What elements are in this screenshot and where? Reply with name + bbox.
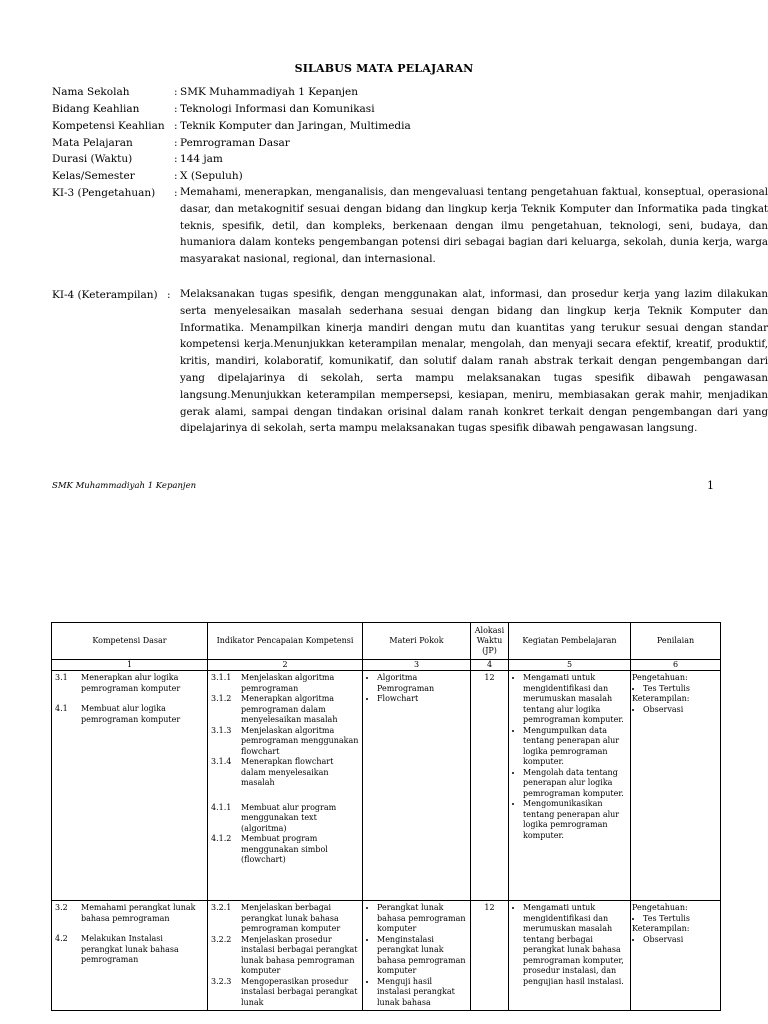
materi-item: • Algoritma Pemrograman — [377, 673, 467, 694]
ki4-label: KI-4 (Keterampilan) — [52, 289, 158, 301]
ki3-text: Memahami, menerapkan, menganalisis, dan mengevaluasi tentang pengetahuan faktual, konseptual, operasional dasar, dan metakognitif sesuai dengan bidang dan lingkup kerja Teknik Komputer dan Informatika pada tingkat teknis, spesifik, detil, dan kompleks, berkenaan dengan ilmu pengetahuan, teknologi, seni, budaya, dan humaniora dalam konteks pengembangan potensi diri sebagai bagian dari keluarga, sekolah, dunia kerja, warga masyarakat nasional, regional, dan internasional. — [180, 187, 768, 266]
indikator-text: Membuat program menggunakan simbol (flowchart) — [241, 834, 328, 864]
column-number-row — [52, 660, 721, 671]
penilaian-item: • Tes Tertulis — [643, 914, 717, 925]
kegiatan-item: • Mengolah data tentang penerapan alur logika pemrograman komputer. — [523, 768, 627, 800]
info-value: Teknologi Informasi dan Komunikasi — [180, 103, 375, 115]
kegiatan-cell — [509, 901, 631, 1011]
indikator-number: 3.1.2 — [211, 694, 232, 703]
indikator-item — [211, 694, 359, 726]
info-colon: : — [167, 289, 171, 301]
penilaian-item: • Observasi — [643, 705, 717, 716]
footer-school: SMK Muhammadiyah 1 Kepanjen — [52, 481, 197, 491]
indikator-number: 4.1.1 — [211, 802, 232, 812]
header-cell: Indikator Pencapaian Kompetensi — [208, 623, 363, 660]
kd-number: 4.1 — [55, 704, 68, 713]
info-label: Durasi (Waktu) — [52, 153, 133, 165]
alokasi-cell: 12 — [471, 671, 509, 901]
column-number: 4 — [471, 660, 509, 671]
info-value: Teknik Komputer dan Jaringan, Multimedia — [180, 120, 411, 132]
syllabus-table — [51, 622, 721, 1011]
indikator-text: Menjelaskan berbagai perangkat lunak bahasa pemrograman komputer — [241, 903, 341, 933]
kegiatan-cell — [509, 671, 631, 901]
alokasi-cell: 12 — [471, 901, 509, 1011]
kd-number: 3.1 — [55, 673, 68, 682]
kd-text: Membuat alur logika pemrograman komputer — [81, 704, 181, 724]
info-value: SMK Muhammadiyah 1 Kepanjen — [180, 86, 358, 98]
kd-cell — [52, 901, 208, 1011]
info-label: Bidang Keahlian — [52, 103, 140, 115]
kd-text: Menerapkan alur logika pemrograman komputer — [81, 673, 181, 693]
column-number: 5 — [509, 660, 631, 671]
column-number: 2 — [208, 660, 363, 671]
header-cell: Alokasi Waktu (JP) — [471, 623, 509, 660]
kd-number: 3.2 — [55, 903, 68, 912]
penilaian-item: • Observasi — [643, 935, 717, 946]
indikator-text: Menjelaskan prosedur instalasi berbagai perangkat lunak bahasa pemrograman komputer — [241, 934, 358, 975]
indikator-text: Menerapkan algoritma pemrograman dalam menyelesaikan masalah — [241, 694, 338, 724]
indikator-number: 3.2.3 — [211, 976, 232, 986]
kd-text: Melakukan Instalasi perangkat lunak bahasa pemrograman — [81, 934, 179, 964]
kd-text: Memahami perangkat lunak bahasa pemrograman — [81, 903, 196, 923]
penilaian-item: • Tes Tertulis — [643, 684, 717, 695]
indikator-item — [211, 757, 359, 789]
table-row — [52, 671, 721, 901]
materi-item: • Menguji hasil instalasi perangkat lunak bahasa — [377, 977, 467, 1009]
ki3-label: KI-3 (Pengetahuan) — [52, 187, 156, 199]
indikator-number: 3.1.1 — [211, 673, 232, 682]
info-label: Kompetensi Keahlian — [52, 120, 165, 132]
penilaian-keterampilan-label: Keterampilan: — [632, 694, 690, 703]
column-number: 3 — [363, 660, 471, 671]
indikator-item — [211, 803, 359, 835]
indikator-text: Membuat alur program menggunakan text (algoritma) — [241, 802, 337, 833]
table-row — [52, 901, 721, 1011]
indikator-cell — [208, 901, 363, 1011]
info-value: 144 jam — [180, 153, 223, 165]
kegiatan-item: • Mengamati untuk mengidentifikasi dan merumuskan masalah tentang berbagai perangkat lunak bahasa pemrograman komputer, prosedur instalasi, dan pengujian hasil instalasi. — [523, 903, 627, 987]
column-number: 6 — [631, 660, 721, 671]
header-cell: Kompetensi Dasar — [52, 623, 208, 660]
kegiatan-item: • Mengomunikasikan tentang penerapan alur logika pemrograman komputer. — [523, 799, 627, 841]
info-colon: : — [174, 86, 178, 98]
indikator-item — [211, 673, 359, 694]
header-cell: Penilaian — [631, 623, 721, 660]
kd-item — [55, 704, 204, 725]
header-cell: Materi Pokok — [363, 623, 471, 660]
kd-item — [55, 934, 204, 966]
kegiatan-item: • Mengumpulkan data tentang penerapan alur logika pemrograman komputer. — [523, 726, 627, 768]
materi-item: • Menginstalasi perangkat lunak bahasa pemrograman komputer — [377, 935, 467, 977]
indikator-number: 3.2.1 — [211, 903, 232, 912]
kd-number: 4.2 — [55, 934, 68, 943]
indikator-item — [211, 903, 359, 935]
info-colon: : — [174, 103, 178, 115]
indikator-text: Menerapkan flowchart dalam menyelesaikan masalah — [241, 757, 334, 787]
materi-cell — [363, 671, 471, 901]
info-value: X (Sepuluh) — [180, 170, 243, 182]
indikator-number: 4.1.2 — [211, 834, 232, 843]
column-number: 1 — [52, 660, 208, 671]
info-colon: : — [174, 170, 178, 182]
table-header-row — [52, 623, 721, 660]
info-colon: : — [174, 187, 178, 199]
indikator-number: 3.1.3 — [211, 725, 232, 735]
indikator-item — [211, 726, 359, 758]
indikator-number: 3.1.4 — [211, 757, 232, 766]
info-label: Mata Pelajaran — [52, 137, 133, 149]
indikator-number: 3.2.2 — [211, 934, 232, 944]
indikator-text: Menjelaskan algoritma pemrograman — [241, 673, 335, 693]
penilaian-keterampilan-label: Keterampilan: — [632, 924, 690, 933]
info-value: Pemrograman Dasar — [180, 137, 290, 149]
kegiatan-item: • Mengamati untuk mengidentifikasi dan merumuskan masalah tentang alur logika pemrograman komputer. — [523, 673, 627, 726]
page-title: SILABUS MATA PELAJARAN — [294, 62, 474, 75]
indikator-cell — [208, 671, 363, 901]
kd-item — [55, 673, 204, 694]
info-label: Kelas/Semester — [52, 170, 135, 182]
indikator-item — [211, 834, 359, 866]
indikator-text: Mengoperasikan prosedur instalasi berbagai perangkat lunak — [241, 976, 358, 1007]
indikator-item — [211, 935, 359, 977]
info-colon: : — [174, 137, 178, 149]
page-number: 1 — [707, 479, 714, 492]
materi-item: • Flowchart — [377, 694, 467, 705]
materi-cell — [363, 901, 471, 1011]
ki4-text: Melaksanakan tugas spesifik, dengan menggunakan alat, informasi, dan prosedur kerja yang lazim dilakukan serta menyelesaikan masalah sederhana sesuai dengan bidang dan lingkup kerja Teknik Komputer dan Informatika. Menampilkan kinerja mandiri dengan mutu dan kuantitas yang terukur sesuai dengan standar kompetensi kerja.Menunjukkan keterampilan menalar, mengolah, dan menyaji secara efektif, kreatif, produktif, kritis, mandiri, kolaboratif, komunikatif, dan solutif dalam ranah abstrak terkait dengan pengembangan dari yang dipelajarinya di sekolah, serta mampu melaksanakan tugas spesifik dibawah pengawasan langsung.Menunjukkan keterampilan mempersepsi, kesiapan, meniru, membiasakan gerak mahir, menjadikan gerak alami, sampai dengan tindakan orisinal dalam ranah konkret terkait dengan pengembangan dari yang dipelajarinya di sekolah, serta mampu melaksanakan tugas spesifik dibawah pengawasan langsung. — [180, 289, 768, 435]
penilaian-cell — [631, 671, 721, 901]
info-colon: : — [174, 153, 178, 165]
penilaian-cell — [631, 901, 721, 1011]
indikator-text: Menjelaskan algoritma pemrograman menggunakan flowchart — [241, 725, 359, 756]
header-cell: Kegiatan Pembelajaran — [509, 623, 631, 660]
penilaian-pengetahuan-label: Pengetahuan: — [632, 673, 688, 682]
materi-item: • Perangkat lunak bahasa pemrograman komputer — [377, 903, 467, 935]
kd-item — [55, 903, 204, 924]
penilaian-pengetahuan-label: Pengetahuan: — [632, 903, 688, 912]
info-label: Nama Sekolah — [52, 86, 130, 98]
info-colon: : — [174, 120, 178, 132]
kd-cell — [52, 671, 208, 901]
indikator-item — [211, 977, 359, 1009]
